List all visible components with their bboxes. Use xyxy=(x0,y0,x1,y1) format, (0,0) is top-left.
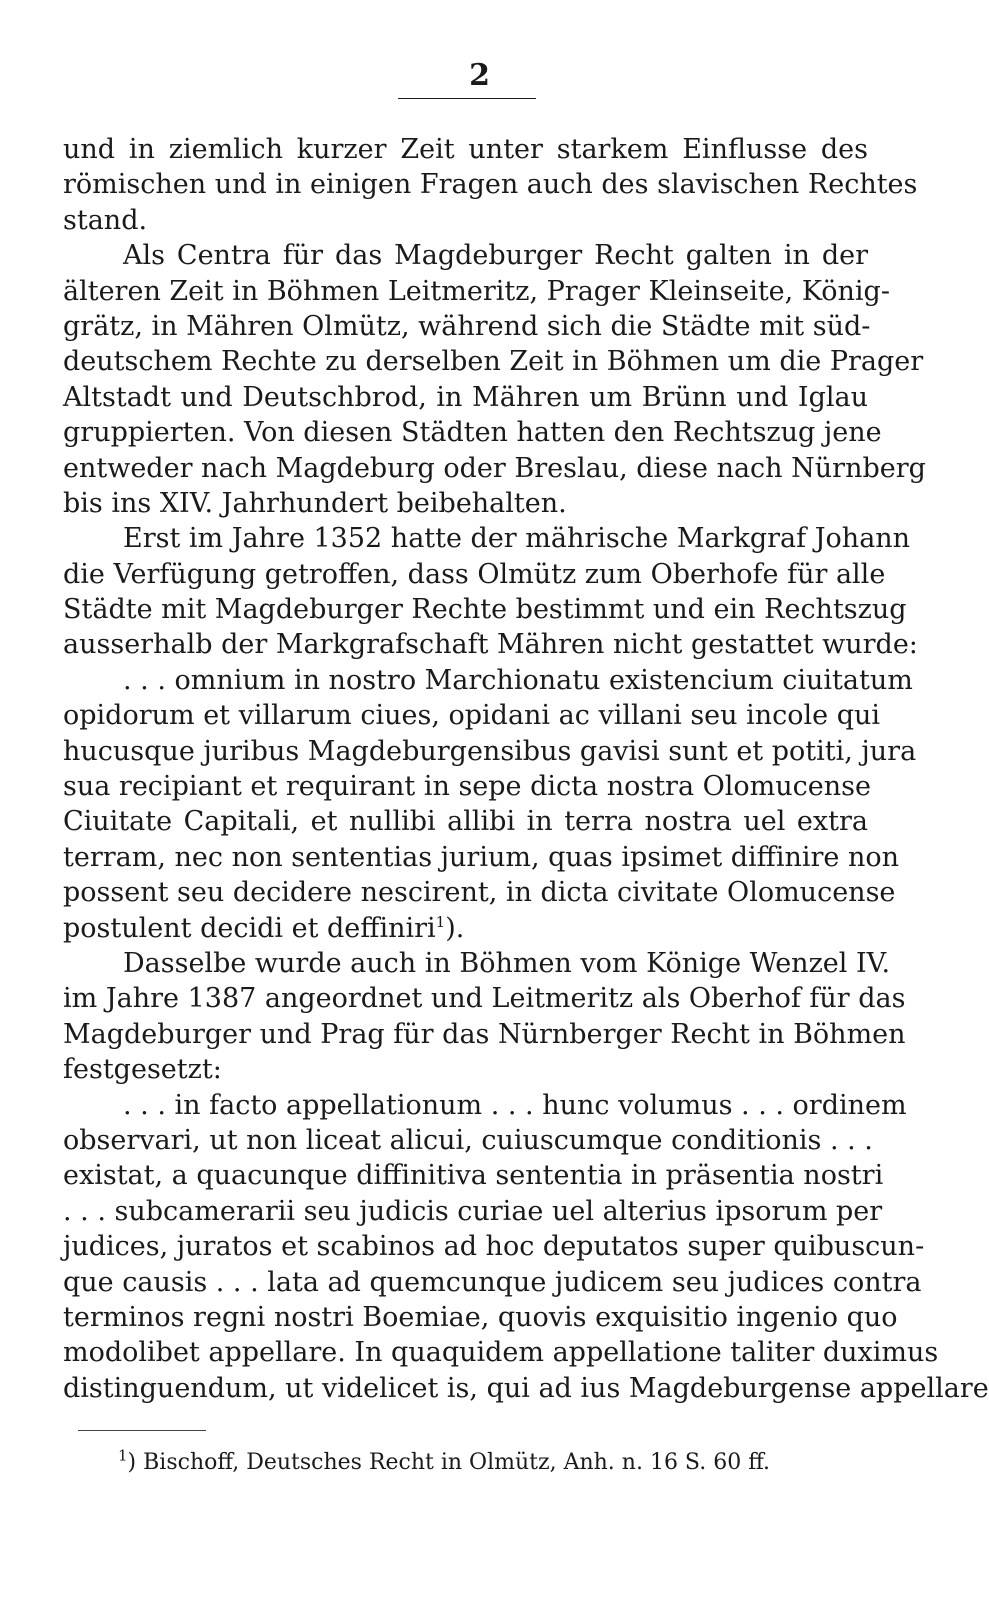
text-line-content: terminos regni nostri Boemiae, quovis exquisitio ingenio quo xyxy=(63,1301,898,1333)
text-line xyxy=(63,1194,883,1229)
footnote-reference-suffix: ). xyxy=(445,912,465,944)
text-line xyxy=(63,380,868,415)
footnote xyxy=(118,1448,878,1478)
text-line-content: hucusque juribus Magdeburgensibus gavisi sunt et potiti, jura xyxy=(63,735,917,767)
footnote-text: Bischoff, Deutsches Recht in Olmütz, Anh. n. 16 S. 60 ff. xyxy=(143,1450,771,1475)
text-line-content: distinguendum, ut videlicet is, qui ad ius Magdeburgense appellare xyxy=(63,1372,989,1404)
text-line-content: römischen und in einigen Fragen auch des slavischen Rechtes xyxy=(63,169,918,201)
text-line-content: die Verfügung getroffen, dass Olmütz zum Oberhofe für alle xyxy=(63,558,886,590)
text-line-content: im Jahre 1387 angeordnet und Leitmeritz als Oberhof für das xyxy=(63,983,906,1015)
text-line xyxy=(63,451,926,486)
text-line-content: terram, nec non sententias jurium, quas ipsimet diffinire non xyxy=(63,841,900,873)
text-line-content: sua recipiant et requirant in sepe dicta nostra Olomucense xyxy=(63,771,871,803)
footnote-separator xyxy=(78,1430,206,1431)
text-line xyxy=(63,663,913,698)
text-line xyxy=(63,911,868,946)
text-line-content: Erst im Jahre 1352 hatte der mährische Markgraf Johann xyxy=(123,523,911,555)
text-line xyxy=(63,1017,906,1052)
text-line xyxy=(63,981,906,1016)
text-line xyxy=(63,1300,898,1335)
text-line xyxy=(63,1158,884,1193)
text-line xyxy=(63,167,918,202)
text-line-content: ausserhalb der Markgrafschaft Mähren nicht gestattet wurde: xyxy=(63,629,918,661)
text-line xyxy=(63,592,907,627)
text-line xyxy=(63,698,881,733)
text-line-content: entweder nach Magdeburg oder Breslau, diese nach Nürnberg xyxy=(63,452,926,484)
text-line-content: modolibet appellare. In quaquidem appellatione taliter duximus xyxy=(63,1337,939,1369)
text-line-content: opidorum et villarum ciues, opidani ac villani seu incole qui xyxy=(63,700,881,732)
footnote-marker-suffix: ) xyxy=(127,1450,137,1475)
text-line xyxy=(63,804,868,839)
text-line xyxy=(63,1335,939,1370)
text-line xyxy=(63,946,891,981)
text-line-content: Magdeburger und Prag für das Nürnberger Recht in Böhmen xyxy=(63,1018,906,1050)
text-line-content: existat, a quacunque diffinitiva sententia in präsentia nostri xyxy=(63,1160,884,1192)
text-line xyxy=(63,557,886,592)
text-line xyxy=(63,486,868,521)
text-line-content: gruppierten. Von diesen Städten hatten den Rechtszug jene xyxy=(63,417,882,449)
text-line-content: Altstadt und Deutschbrod, in Mähren um Brünn und Iglau xyxy=(63,381,868,413)
text-line xyxy=(63,274,890,309)
text-line-content: que causis . . . lata ad quemcunque judicem seu judices contra xyxy=(63,1266,922,1298)
text-line xyxy=(63,344,924,379)
text-line-content: observari, ut non liceat alicui, cuiuscumque conditionis . . . xyxy=(63,1124,873,1156)
text-line xyxy=(63,1123,873,1158)
text-line-content: postulent decidi et deffiniri xyxy=(63,912,436,944)
text-line-content: und in ziemlich kurzer Zeit unter starkem Einflusse des xyxy=(63,134,868,165)
text-line xyxy=(63,1088,907,1123)
text-line-content: bis ins XIV. Jahrhundert beibehalten. xyxy=(63,487,567,519)
text-line xyxy=(63,875,896,910)
text-line-content: Städte mit Magdeburger Rechte bestimmt und ein Rechtszug xyxy=(63,594,907,626)
text-line xyxy=(63,521,911,556)
text-line xyxy=(63,1265,922,1300)
text-line xyxy=(63,840,900,875)
text-line-content: . . . in facto appellationum . . . hunc volumus . . . ordinem xyxy=(123,1089,907,1121)
text-line-content: Dasselbe wurde auch in Böhmen vom Könige Wenzel IV. xyxy=(123,947,891,979)
page-number-rule xyxy=(398,98,536,99)
text-line xyxy=(63,769,871,804)
text-line xyxy=(63,203,868,238)
text-line-content: . . . subcamerarii seu judicis curiae uel alterius ipsorum per xyxy=(63,1195,883,1227)
text-line-content: possent seu decidere nescirent, in dicta civitate Olomucense xyxy=(63,877,896,909)
text-line-content: Als Centra für das Magdeburger Recht galten in der xyxy=(123,240,868,272)
text-line-content: deutschem Rechte zu derselben Zeit in Böhmen um die Prager xyxy=(63,346,924,378)
text-line-content: stand. xyxy=(63,204,148,236)
text-line xyxy=(63,415,882,450)
footnote-marker: 1 xyxy=(118,1446,128,1465)
text-line xyxy=(63,238,868,273)
text-line xyxy=(63,309,871,344)
text-line xyxy=(63,1371,989,1406)
page-number: 2 xyxy=(469,58,491,93)
text-line-content: grätz, in Mähren Olmütz, während sich die Städte mit süd- xyxy=(63,310,871,342)
text-line-content: . . . omnium in nostro Marchionatu existencium ciuitatum xyxy=(123,664,913,696)
text-line-content: judices, juratos et scabinos ad hoc deputatos super quibuscun- xyxy=(63,1231,925,1263)
footnote-reference: 1 xyxy=(435,912,446,931)
text-line xyxy=(63,132,868,167)
text-line xyxy=(63,1052,868,1087)
text-line-content: festgesetzt: xyxy=(63,1054,222,1086)
text-line-content: älteren Zeit in Böhmen Leitmeritz, Prager Kleinseite, König- xyxy=(63,275,890,307)
text-line xyxy=(63,627,918,662)
body-text xyxy=(63,132,989,1406)
text-line-content: Ciuitate Capitali, et nullibi allibi in terra nostra uel extra xyxy=(63,806,868,838)
text-line xyxy=(63,734,917,769)
text-line xyxy=(63,1229,925,1264)
